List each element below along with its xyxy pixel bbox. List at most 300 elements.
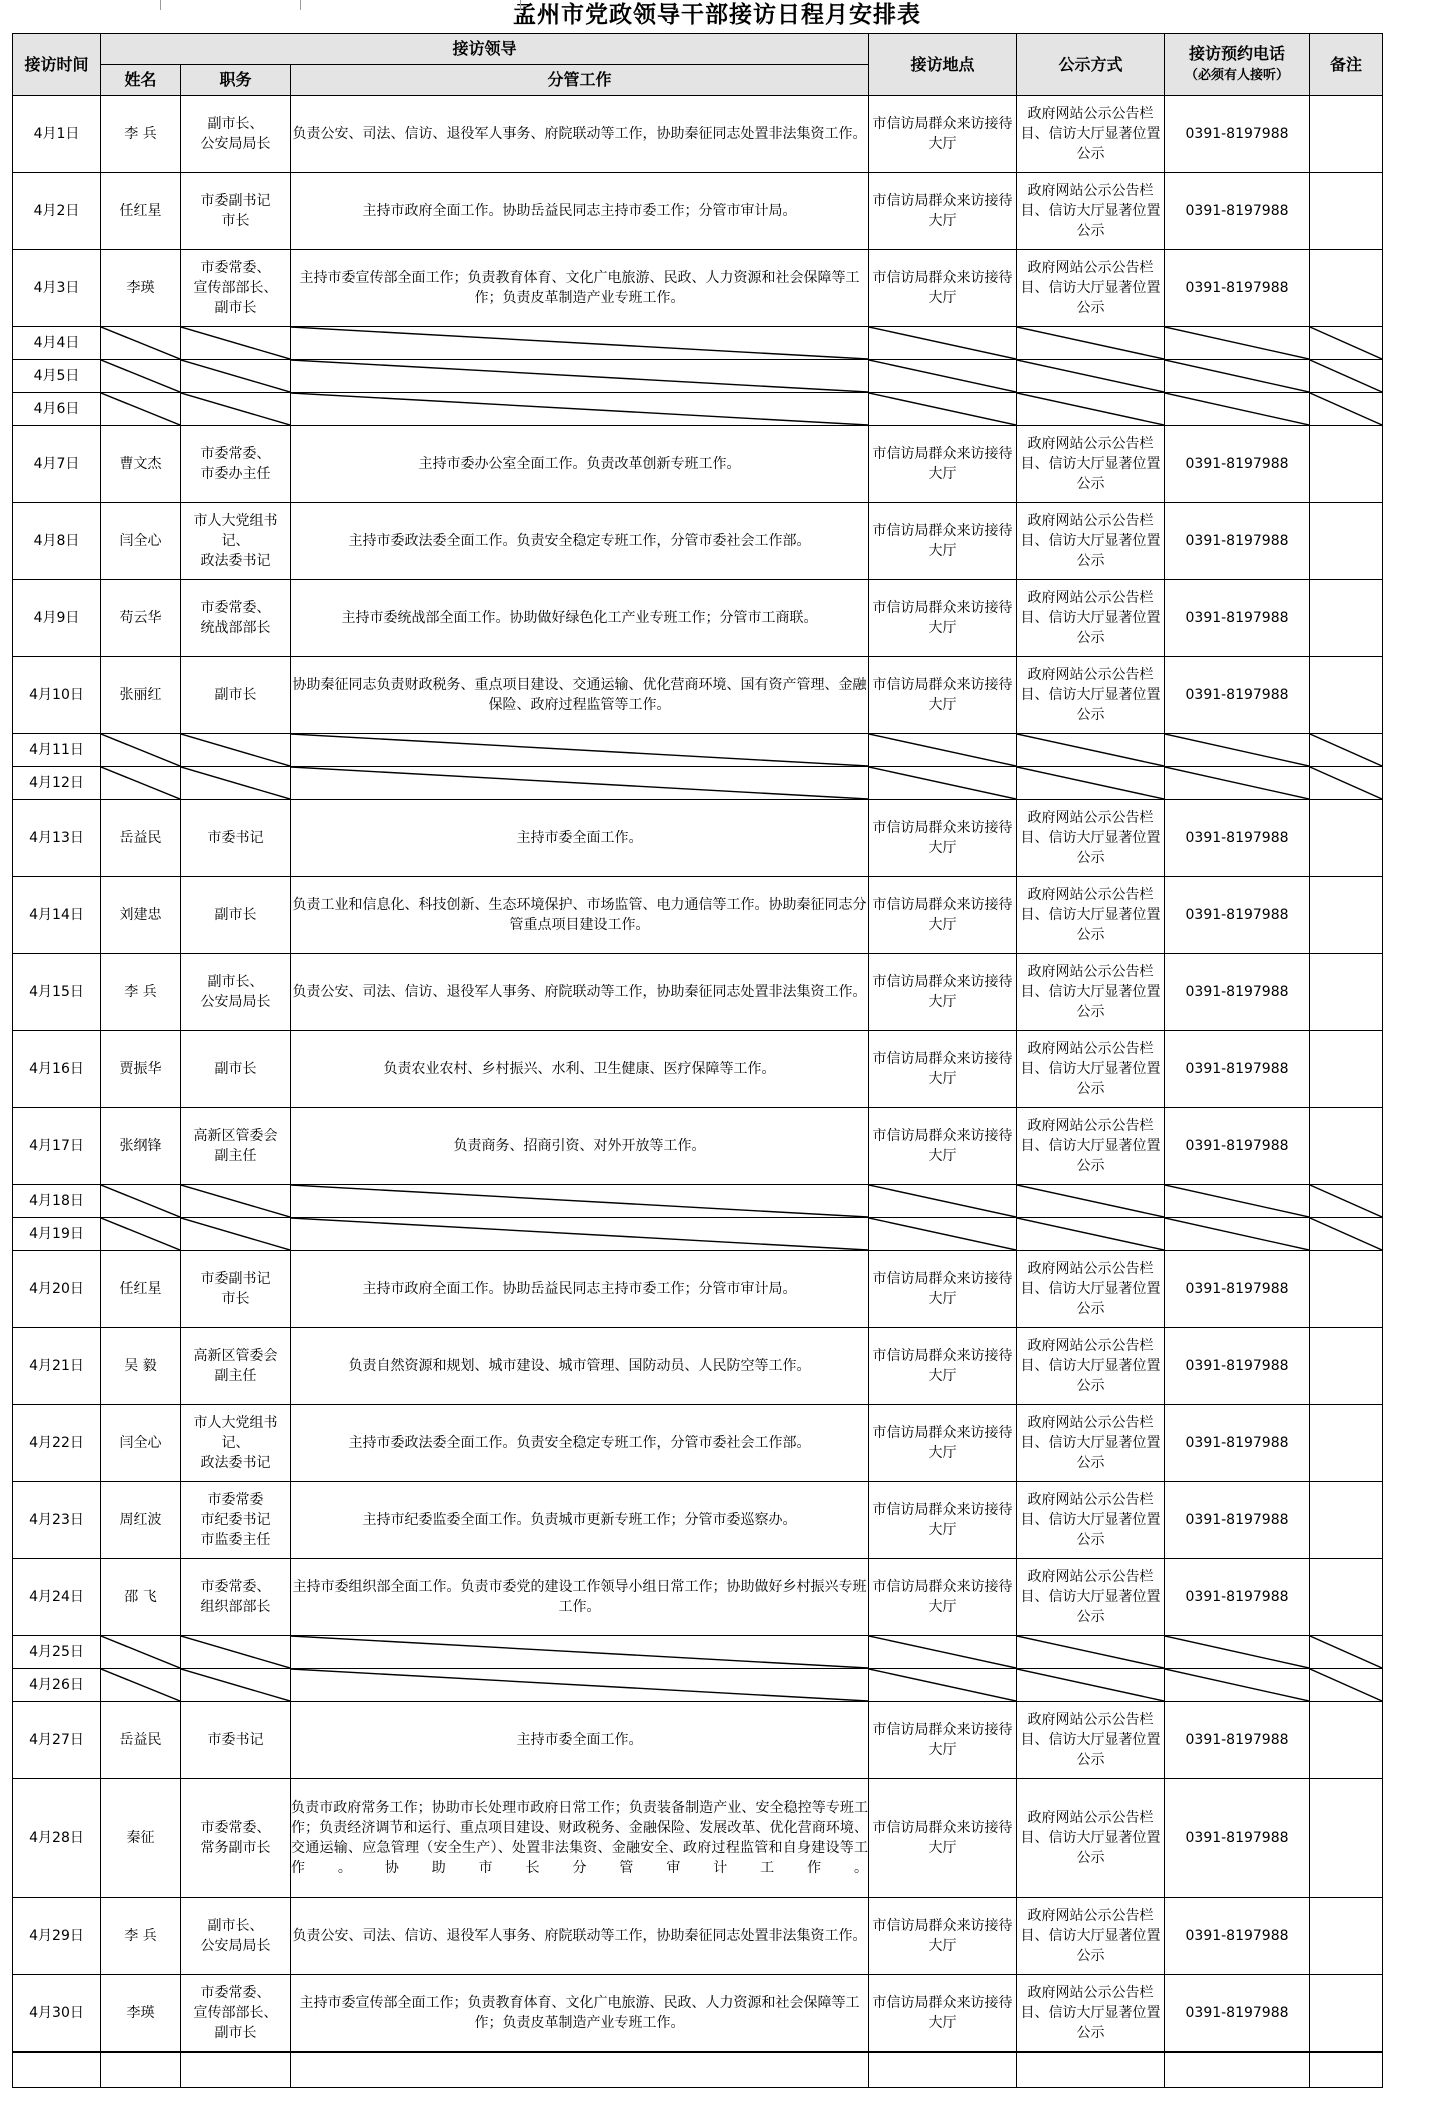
cell-post	[181, 393, 291, 426]
text-line: 市委常委、	[200, 446, 271, 462]
cell-note	[1310, 1702, 1383, 1779]
cell-work: 主持市委全面工作。	[291, 1702, 869, 1779]
cell-date: 4月25日	[13, 1636, 101, 1669]
table-row	[13, 1328, 1383, 1405]
cell-name: 闫全心	[101, 1405, 181, 1482]
cell-publicity: 政府网站公示公告栏目、信访大厅显著位置公示	[1017, 1328, 1165, 1405]
cell-note	[1310, 173, 1383, 250]
cell-note	[1310, 96, 1383, 173]
cell-work: 主持市委政法委全面工作。负责安全稳定专班工作，分管市委社会工作部。	[291, 1405, 869, 1482]
cell-post	[181, 426, 291, 503]
cell-name: 周红波	[101, 1482, 181, 1559]
cell-work: 负责公安、司法、信访、退役军人事务、府院联动等工作，协助秦征同志处置非法集资工作。	[291, 96, 869, 173]
cell-date: 4月22日	[13, 1405, 101, 1482]
cell-publicity: 政府网站公示公告栏目、信访大厅显著位置公示	[1017, 96, 1165, 173]
cell-phone: 0391-8197988	[1165, 1482, 1310, 1559]
cell-phone: 0391-8197988	[1165, 1702, 1310, 1779]
cell-date: 4月1日	[13, 96, 101, 173]
text-line: 常务副市长	[200, 1840, 271, 1856]
table-row	[13, 360, 1383, 393]
cell-post	[181, 327, 291, 360]
cell-name	[101, 1185, 181, 1218]
cell-work	[291, 1218, 869, 1251]
cell-phone: 0391-8197988	[1165, 426, 1310, 503]
cell-work: 主持市政府全面工作。协助岳益民同志主持市委工作；分管市审计局。	[291, 1251, 869, 1328]
cell-work: 主持市委宣传部全面工作；负责教育体育、文化广电旅游、民政、人力资源和社会保障等工作；负责皮革制造产业专班工作。	[291, 1975, 869, 2052]
text-line: 市委常委、	[200, 1820, 271, 1836]
table-row	[13, 580, 1383, 657]
cell-phone: 0391-8197988	[1165, 1108, 1310, 1185]
cell-phone: 0391-8197988	[1165, 1779, 1310, 1898]
cell-publicity: 政府网站公示公告栏目、信访大厅显著位置公示	[1017, 954, 1165, 1031]
cell-post	[181, 767, 291, 800]
cell-publicity: 政府网站公示公告栏目、信访大厅显著位置公示	[1017, 503, 1165, 580]
table-row	[13, 1669, 1383, 1702]
cell-post	[181, 1669, 291, 1702]
cell-date: 4月3日	[13, 250, 101, 327]
table-row	[13, 503, 1383, 580]
cell-work: 主持市委组织部全面工作。负责市委党的建设工作领导小组日常工作；协助做好乡村振兴专班工作。	[291, 1559, 869, 1636]
border-fragment	[300, 0, 301, 10]
cell-phone	[1165, 734, 1310, 767]
table-row	[13, 767, 1383, 800]
border-fragment	[520, 0, 521, 10]
cell-work	[291, 360, 869, 393]
cell-name	[101, 1669, 181, 1702]
cell-work	[291, 734, 869, 767]
cell-place: 市信访局群众来访接待大厅	[869, 1328, 1017, 1405]
cell-note	[1310, 426, 1383, 503]
cell-place	[869, 734, 1017, 767]
cell-name: 岳益民	[101, 800, 181, 877]
cell-publicity: 政府网站公示公告栏目、信访大厅显著位置公示	[1017, 1975, 1165, 2052]
schedule-table-tail	[12, 2052, 1383, 2088]
cell-work	[291, 393, 869, 426]
cell-post	[181, 360, 291, 393]
cell-note	[1310, 800, 1383, 877]
table-row	[13, 327, 1383, 360]
text-line: 市委常委、	[200, 1985, 271, 2001]
cell-phone	[1165, 1636, 1310, 1669]
cell-publicity: 政府网站公示公告栏目、信访大厅显著位置公示	[1017, 1031, 1165, 1108]
cell-place: 市信访局群众来访接待大厅	[869, 250, 1017, 327]
cell-name	[101, 1218, 181, 1251]
cell-name: 秦征	[101, 1779, 181, 1898]
header-phone-main: 接访预约电话	[1189, 43, 1286, 63]
header-phone	[1165, 34, 1310, 96]
cell-publicity	[1017, 1636, 1165, 1669]
table-body	[13, 96, 1383, 2052]
cell-note	[1310, 2053, 1383, 2088]
cell-date: 4月6日	[13, 393, 101, 426]
cell-work	[291, 1669, 869, 1702]
text-line: 副市长、	[207, 1918, 264, 1934]
cell-place	[869, 393, 1017, 426]
cell-place	[869, 1669, 1017, 1702]
table-row	[13, 250, 1383, 327]
table-row	[13, 426, 1383, 503]
table-row	[13, 1251, 1383, 1328]
cell-date: 4月10日	[13, 657, 101, 734]
cell-phone	[1165, 327, 1310, 360]
cell-name: 吴 毅	[101, 1328, 181, 1405]
cell-phone: 0391-8197988	[1165, 800, 1310, 877]
text-line: 政法委书记	[200, 553, 271, 569]
cell-phone	[1165, 1185, 1310, 1218]
table-row	[13, 2053, 1383, 2088]
cell-note	[1310, 1975, 1383, 2052]
cell-phone	[1165, 393, 1310, 426]
cell-date: 4月15日	[13, 954, 101, 1031]
cell-place: 市信访局群众来访接待大厅	[869, 173, 1017, 250]
text-line: 组织部部长	[200, 1599, 271, 1615]
cell-work: 负责商务、招商引资、对外开放等工作。	[291, 1108, 869, 1185]
cell-note	[1310, 393, 1383, 426]
cell-name: 李 兵	[101, 96, 181, 173]
cell-note	[1310, 1898, 1383, 1975]
table-row	[13, 393, 1383, 426]
header-note: 备注	[1310, 34, 1383, 96]
cell-work: 主持市委办公室全面工作。负责改革创新专班工作。	[291, 426, 869, 503]
cell-name: 任红星	[101, 1251, 181, 1328]
table-row	[13, 1185, 1383, 1218]
table-row	[13, 173, 1383, 250]
cell-place	[869, 327, 1017, 360]
cell-date: 4月14日	[13, 877, 101, 954]
cell-date: 4月18日	[13, 1185, 101, 1218]
cell-publicity: 政府网站公示公告栏目、信访大厅显著位置公示	[1017, 250, 1165, 327]
cell-place: 市信访局群众来访接待大厅	[869, 1031, 1017, 1108]
cell-date: 4月19日	[13, 1218, 101, 1251]
cell-post	[181, 2053, 291, 2088]
text-line: 市委副书记	[200, 193, 271, 209]
cell-phone: 0391-8197988	[1165, 1031, 1310, 1108]
cell-note	[1310, 360, 1383, 393]
border-fragment	[160, 0, 161, 10]
table-header	[13, 34, 1383, 96]
cell-note	[1310, 1779, 1383, 1898]
cell-name: 苟云华	[101, 580, 181, 657]
cell-note	[1310, 1669, 1383, 1702]
cell-date: 4月26日	[13, 1669, 101, 1702]
cell-date: 4月12日	[13, 767, 101, 800]
cell-date: 4月4日	[13, 327, 101, 360]
text-line: 市委常委、	[200, 1579, 271, 1595]
cell-note	[1310, 767, 1383, 800]
cell-post	[181, 1636, 291, 1669]
text-line: 副主任	[214, 1148, 257, 1164]
cell-name: 刘建忠	[101, 877, 181, 954]
cell-work: 负责自然资源和规划、城市建设、城市管理、国防动员、人民防空等工作。	[291, 1328, 869, 1405]
cell-post: 副市长	[181, 657, 291, 734]
cell-publicity	[1017, 1185, 1165, 1218]
cell-name	[101, 2053, 181, 2088]
table-row	[13, 1898, 1383, 1975]
cell-place: 市信访局群众来访接待大厅	[869, 1702, 1017, 1779]
cell-publicity: 政府网站公示公告栏目、信访大厅显著位置公示	[1017, 1898, 1165, 1975]
header-date: 接访时间	[13, 34, 101, 96]
text-line: 副市长、	[207, 116, 264, 132]
cell-phone: 0391-8197988	[1165, 250, 1310, 327]
cell-place	[869, 2053, 1017, 2088]
cell-phone: 0391-8197988	[1165, 1251, 1310, 1328]
text-line: 市长	[221, 213, 250, 229]
cell-work: 主持市政府全面工作。协助岳益民同志主持市委工作；分管市审计局。	[291, 173, 869, 250]
cell-phone: 0391-8197988	[1165, 954, 1310, 1031]
cell-publicity	[1017, 393, 1165, 426]
cell-publicity: 政府网站公示公告栏目、信访大厅显著位置公示	[1017, 580, 1165, 657]
cell-post	[181, 1251, 291, 1328]
cell-date: 4月24日	[13, 1559, 101, 1636]
cell-post	[181, 954, 291, 1031]
cell-work: 主持市纪委监委全面工作。负责城市更新专班工作；分管市委巡察办。	[291, 1482, 869, 1559]
cell-publicity	[1017, 2053, 1165, 2088]
cell-publicity: 政府网站公示公告栏目、信访大厅显著位置公示	[1017, 1702, 1165, 1779]
cell-date: 4月28日	[13, 1779, 101, 1898]
cell-place: 市信访局群众来访接待大厅	[869, 1482, 1017, 1559]
table-row	[13, 1108, 1383, 1185]
cell-place	[869, 360, 1017, 393]
cell-name: 李 兵	[101, 954, 181, 1031]
cell-post: 副市长	[181, 877, 291, 954]
cell-work	[291, 1185, 869, 1218]
cell-post	[181, 1328, 291, 1405]
text-line: 市长	[221, 1291, 250, 1307]
cell-post	[181, 580, 291, 657]
cell-note	[1310, 1328, 1383, 1405]
cell-post: 副市长	[181, 1031, 291, 1108]
cell-name: 李 兵	[101, 1898, 181, 1975]
cell-date: 4月30日	[13, 1975, 101, 2052]
cell-note	[1310, 657, 1383, 734]
text-line: 市人大党组书记、	[193, 1415, 278, 1451]
cell-publicity: 政府网站公示公告栏目、信访大厅显著位置公示	[1017, 1251, 1165, 1328]
cell-work: 主持市委宣传部全面工作；负责教育体育、文化广电旅游、民政、人力资源和社会保障等工作；负责皮革制造产业专班工作。	[291, 250, 869, 327]
cell-place: 市信访局群众来访接待大厅	[869, 954, 1017, 1031]
cell-post	[181, 1898, 291, 1975]
cell-date: 4月2日	[13, 173, 101, 250]
text-line: 高新区管委会	[193, 1348, 278, 1364]
table-row	[13, 657, 1383, 734]
cell-place: 市信访局群众来访接待大厅	[869, 1975, 1017, 2052]
cell-date: 4月17日	[13, 1108, 101, 1185]
text-line: 公安局局长	[200, 136, 271, 152]
header-work: 分管工作	[291, 65, 869, 96]
cell-place: 市信访局群众来访接待大厅	[869, 877, 1017, 954]
text-line: 公安局局长	[200, 994, 271, 1010]
cell-date	[13, 2053, 101, 2088]
text-line: 宣传部部长、	[193, 2005, 278, 2021]
cell-publicity	[1017, 327, 1165, 360]
cell-post	[181, 1405, 291, 1482]
cell-phone: 0391-8197988	[1165, 96, 1310, 173]
header-name: 姓名	[101, 65, 181, 96]
cell-place: 市信访局群众来访接待大厅	[869, 800, 1017, 877]
cell-note	[1310, 327, 1383, 360]
cell-name: 张丽红	[101, 657, 181, 734]
cell-name: 闫全心	[101, 503, 181, 580]
cell-post	[181, 1185, 291, 1218]
cell-note	[1310, 734, 1383, 767]
cell-post	[181, 1108, 291, 1185]
cell-date: 4月21日	[13, 1328, 101, 1405]
cell-work	[291, 327, 869, 360]
cell-place: 市信访局群众来访接待大厅	[869, 580, 1017, 657]
cell-note	[1310, 1636, 1383, 1669]
cell-work: 负责公安、司法、信访、退役军人事务、府院联动等工作，协助秦征同志处置非法集资工作。	[291, 1898, 869, 1975]
cell-phone: 0391-8197988	[1165, 877, 1310, 954]
header-publicity: 公示方式	[1017, 34, 1165, 96]
cell-phone: 0391-8197988	[1165, 173, 1310, 250]
cell-name: 李瑛	[101, 1975, 181, 2052]
header-phone-sub: （必须有人接听）	[1185, 67, 1290, 83]
cell-work: 主持市委全面工作。	[291, 800, 869, 877]
cell-work	[291, 1636, 869, 1669]
cell-note	[1310, 503, 1383, 580]
cell-phone	[1165, 1669, 1310, 1702]
cell-note	[1310, 1218, 1383, 1251]
cell-date: 4月16日	[13, 1031, 101, 1108]
cell-date: 4月23日	[13, 1482, 101, 1559]
cell-phone	[1165, 2053, 1310, 2088]
table-row	[13, 1482, 1383, 1559]
cell-work: 负责农业农村、乡村振兴、水利、卫生健康、医疗保障等工作。	[291, 1031, 869, 1108]
text-line: 市委常委	[207, 1492, 264, 1508]
text-line: 统战部部长	[200, 620, 271, 636]
header-leader-group: 接访领导	[101, 34, 869, 65]
cell-post: 市委书记	[181, 1702, 291, 1779]
cell-phone: 0391-8197988	[1165, 1328, 1310, 1405]
table-row	[13, 954, 1383, 1031]
cell-post: 市委书记	[181, 800, 291, 877]
cell-place: 市信访局群众来访接待大厅	[869, 426, 1017, 503]
cell-place	[869, 1185, 1017, 1218]
cell-phone	[1165, 1218, 1310, 1251]
cell-phone	[1165, 360, 1310, 393]
cell-post	[181, 1779, 291, 1898]
text-line: 市委办主任	[200, 466, 271, 482]
cell-post	[181, 1559, 291, 1636]
cell-note	[1310, 1108, 1383, 1185]
cell-date: 4月9日	[13, 580, 101, 657]
text-line: 市委常委、	[200, 260, 271, 276]
cell-phone: 0391-8197988	[1165, 657, 1310, 734]
text-line: 市人大党组书记、	[193, 513, 278, 549]
table-row	[13, 877, 1383, 954]
cell-publicity: 政府网站公示公告栏目、信访大厅显著位置公示	[1017, 426, 1165, 503]
cell-post	[181, 503, 291, 580]
cell-name	[101, 393, 181, 426]
cell-post	[181, 1975, 291, 2052]
cell-date: 4月8日	[13, 503, 101, 580]
cell-publicity: 政府网站公示公告栏目、信访大厅显著位置公示	[1017, 173, 1165, 250]
cell-name: 张纲锋	[101, 1108, 181, 1185]
cell-publicity: 政府网站公示公告栏目、信访大厅显著位置公示	[1017, 800, 1165, 877]
cell-place	[869, 1218, 1017, 1251]
cell-work: 负责公安、司法、信访、退役军人事务、府院联动等工作，协助秦征同志处置非法集资工作。	[291, 954, 869, 1031]
cell-publicity: 政府网站公示公告栏目、信访大厅显著位置公示	[1017, 1779, 1165, 1898]
cell-note	[1310, 1251, 1383, 1328]
cell-place: 市信访局群众来访接待大厅	[869, 657, 1017, 734]
cell-post	[181, 250, 291, 327]
cell-publicity	[1017, 360, 1165, 393]
cell-place: 市信访局群众来访接待大厅	[869, 503, 1017, 580]
cell-place: 市信访局群众来访接待大厅	[869, 1559, 1017, 1636]
cell-publicity: 政府网站公示公告栏目、信访大厅显著位置公示	[1017, 1405, 1165, 1482]
cell-work: 协助秦征同志负责财政税务、重点项目建设、交通运输、优化营商环境、国有资产管理、金融保险、政府过程监管等工作。	[291, 657, 869, 734]
cell-note	[1310, 580, 1383, 657]
table-row	[13, 1636, 1383, 1669]
cell-phone: 0391-8197988	[1165, 580, 1310, 657]
header-post: 职务	[181, 65, 291, 96]
cell-place: 市信访局群众来访接待大厅	[869, 1779, 1017, 1898]
cell-note	[1310, 1482, 1383, 1559]
cell-date: 4月27日	[13, 1702, 101, 1779]
cell-phone: 0391-8197988	[1165, 1559, 1310, 1636]
cell-work	[291, 767, 869, 800]
cell-work: 主持市委政法委全面工作。负责安全稳定专班工作，分管市委社会工作部。	[291, 503, 869, 580]
cell-date: 4月5日	[13, 360, 101, 393]
cell-post	[181, 96, 291, 173]
top-border-fragments	[0, 0, 1434, 12]
cell-note	[1310, 250, 1383, 327]
cell-note	[1310, 954, 1383, 1031]
cell-post	[181, 1218, 291, 1251]
cell-work: 负责工业和信息化、科技创新、生态环境保护、市场监管、电力通信等工作。协助秦征同志分管重点项目建设工作。	[291, 877, 869, 954]
cell-post	[181, 734, 291, 767]
table-row	[13, 1218, 1383, 1251]
cell-name: 贾振华	[101, 1031, 181, 1108]
cell-publicity	[1017, 767, 1165, 800]
table-row	[13, 1702, 1383, 1779]
cell-place	[869, 1636, 1017, 1669]
cell-publicity: 政府网站公示公告栏目、信访大厅显著位置公示	[1017, 657, 1165, 734]
cell-name	[101, 767, 181, 800]
cell-note	[1310, 877, 1383, 954]
cell-post	[181, 173, 291, 250]
text-line: 政法委书记	[200, 1455, 271, 1471]
cell-post	[181, 1482, 291, 1559]
text-line: 市监委主任	[200, 1532, 271, 1548]
cell-phone: 0391-8197988	[1165, 1405, 1310, 1482]
text-line: 市纪委书记	[200, 1512, 271, 1528]
cell-work: 负责市政府常务工作；协助市长处理市政府日常工作；负责装备制造产业、安全稳控等专班工作；负责经济调节和运行、重点项目建设、财政税务、金融保险、发展改革、优化营商环境、交通运输、应急管理（安全生产）、处置非法集资、金融安全、政府过程监管和自身建设等工作。协助市长分管审计工作。	[291, 1779, 869, 1898]
cell-phone: 0391-8197988	[1165, 503, 1310, 580]
cell-place: 市信访局群众来访接待大厅	[869, 1251, 1017, 1328]
cell-place	[869, 767, 1017, 800]
cell-name: 岳益民	[101, 1702, 181, 1779]
cell-name: 李瑛	[101, 250, 181, 327]
cell-publicity	[1017, 1669, 1165, 1702]
text-line: 副市长	[214, 300, 257, 316]
cell-work: 主持市委统战部全面工作。协助做好绿色化工产业专班工作；分管市工商联。	[291, 580, 869, 657]
text-line: 副主任	[214, 1368, 257, 1384]
cell-phone: 0391-8197988	[1165, 1898, 1310, 1975]
table-row	[13, 800, 1383, 877]
table-row	[13, 96, 1383, 173]
bottom-spacer	[0, 2088, 1434, 2114]
cell-date: 4月7日	[13, 426, 101, 503]
cell-publicity	[1017, 1218, 1165, 1251]
text-line: 副市长	[214, 2025, 257, 2041]
cell-publicity: 政府网站公示公告栏目、信访大厅显著位置公示	[1017, 1482, 1165, 1559]
table-row	[13, 1975, 1383, 2052]
cell-date: 4月29日	[13, 1898, 101, 1975]
cell-publicity	[1017, 734, 1165, 767]
cell-note	[1310, 1405, 1383, 1482]
cell-place: 市信访局群众来访接待大厅	[869, 1108, 1017, 1185]
cell-name: 邵 飞	[101, 1559, 181, 1636]
